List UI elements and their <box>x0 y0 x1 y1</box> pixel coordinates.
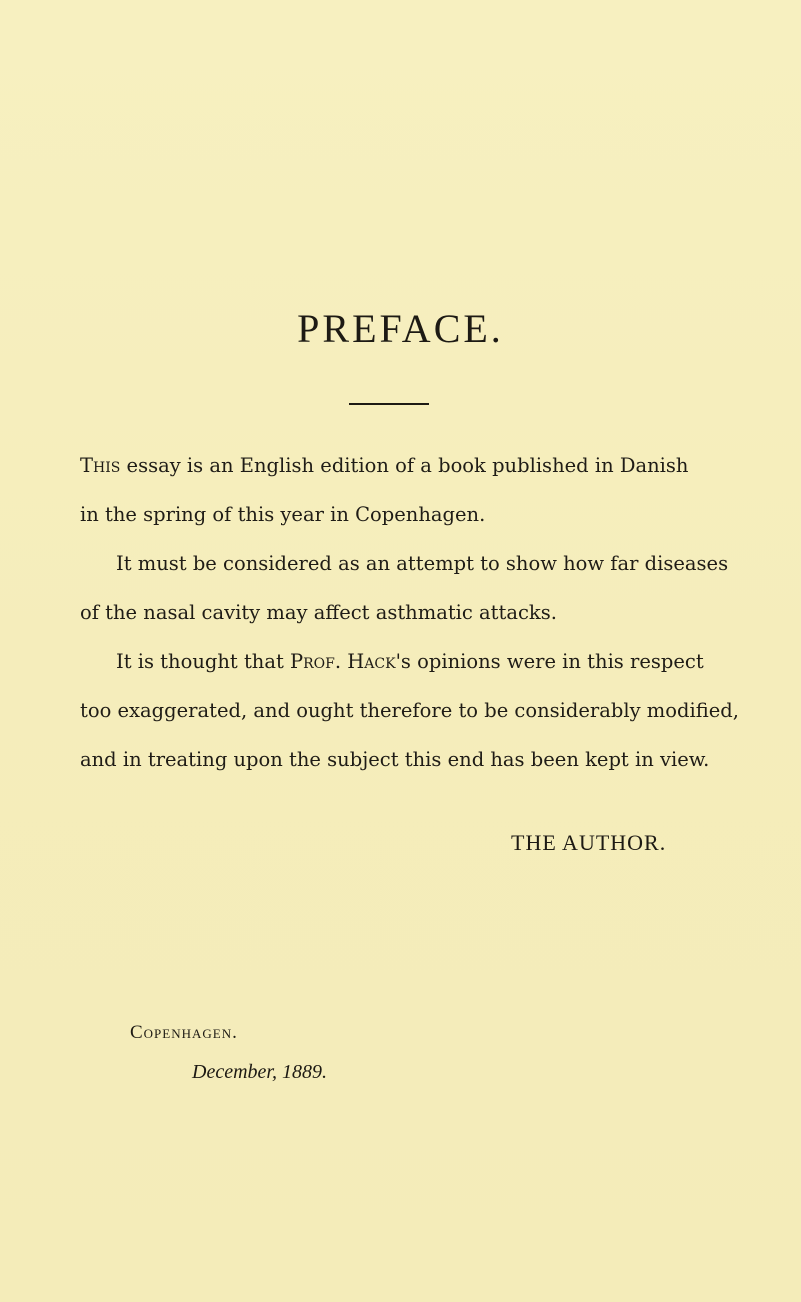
paragraph-3-line-1 <box>116 650 704 673</box>
paragraph-2-line-2: of the nasal cavity may affect asthmatic attacks. <box>80 601 557 624</box>
title-divider <box>349 403 429 405</box>
paragraph-1-line-1 <box>80 454 688 477</box>
page-title: PREFACE. <box>297 306 504 351</box>
paragraph-3-line-1-start: It is thought that <box>116 650 291 673</box>
paragraph-2-line-1: It must be considered as an attempt to show how far diseases <box>116 552 729 575</box>
paragraph-3-line-2: too exaggerated, and ought therefore to be considerably modified, <box>80 699 739 722</box>
author-signature: THE AUTHOR. <box>511 830 667 855</box>
paragraph-1-line-2: in the spring of this year in Copenhagen. <box>80 503 486 526</box>
date-line: December, 1889. <box>192 1061 327 1083</box>
paragraph-1-line-1-text: essay is an English edition of a book published in Danish <box>120 454 689 477</box>
name-prof-hack: Prof. Hack <box>290 650 396 673</box>
paragraph-3-line-3: and in treating upon the subject this end has been kept in view. <box>80 748 710 771</box>
lead-word: This <box>80 454 121 477</box>
paragraph-3-line-1-end: 's opinions were in this respect <box>395 650 704 673</box>
place-line: Copenhagen. <box>130 1022 238 1043</box>
